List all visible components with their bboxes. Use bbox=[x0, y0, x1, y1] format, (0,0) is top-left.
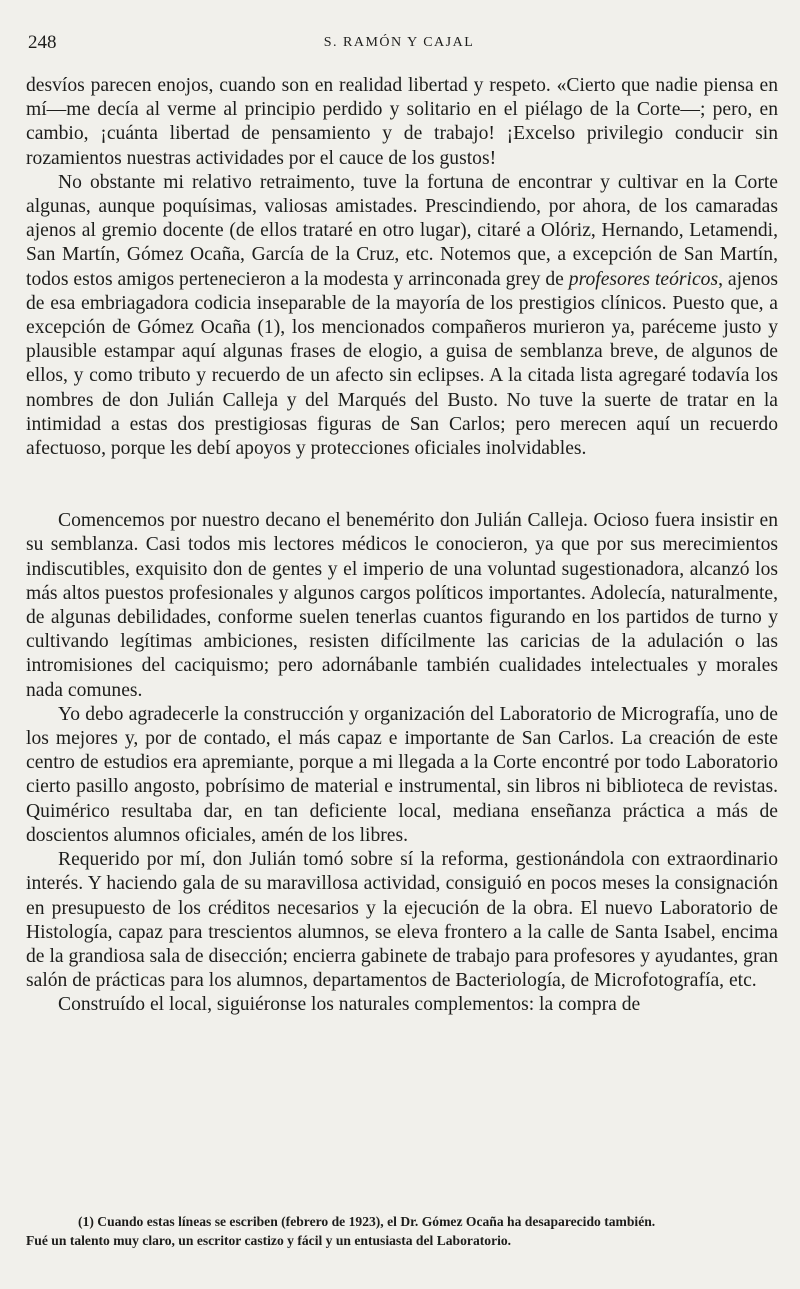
footnote-line: (1) Cuando estas líneas se escriben (febrero de 1923), el Dr. Gómez Ocaña ha desaparecido también. bbox=[78, 1214, 656, 1229]
italic-phrase: profesores teóricos bbox=[568, 268, 719, 290]
paragraph-text: , ajenos de esa embriagadora codicia inseparable de la mayoría de los prestigios clínicos. Puesto que, a excepción de Gómez Ocaña (1), los mencionados compañeros murieron ya, paréceme justo y plausible estampar aquí algunas frases de elogio, a guisa de semblanza breve, de algunos de ellos, y como tributo y recuerdo de un afecto sin eclipses. A la citada lista agregaré todavía los nombres de don Julián Calleja y del Marqués del Busto. No tuve la suerte de tratar en la intimidad a estas dos prestigiosas figuras de San Carlos; pero merecen aquí un recuerdo afectuoso, porque les debí apoyos y protecciones oficiales inolvidables. bbox=[26, 268, 778, 460]
running-head: S. RAMÓN Y CAJAL bbox=[323, 35, 475, 50]
footnote bbox=[26, 1212, 778, 1250]
footnote-line: Fué un talento muy claro, un escritor castizo y fácil y un entusiasta del Laboratorio. bbox=[26, 1233, 512, 1248]
paragraph: Yo debo agradecerle la construcción y organización del Laboratorio de Micrografía, uno de los mejores y, por de contado, el más capaz e importante de San Carlos. La creación de este centro de estudios era apremiante, porque a mi llegada a la Corte encontré por todo Laboratorio cierto pasillo angosto, pobrísimo de material e instrumental, sin libros ni biblioteca de revistas. Quimérico resultaba dar, en tan deficiente local, mediana enseñanza práctica a más de doscientos alumnos oficiales, amén de los libres. bbox=[26, 703, 778, 846]
page-number: 248 bbox=[28, 32, 57, 53]
paragraph-text: No obstante mi relativo retraimento, tuve la fortuna de encontrar y cultivar en la Corte algunas, aunque poquísimas, valiosas amistades. Prescindiendo, por ahora, de los camaradas ajenos al gremio docente (de ellos trataré en otro lugar), citaré a Olóriz, Hernando, Letamendi, San Martín, Gómez Ocaña, García de la Cruz, etc. Notemos que, a excepción de San Martín, todos estos amigos pertenecieron a la modesta y arrinconada grey de bbox=[26, 171, 778, 290]
paragraph: Requerido por mí, don Julián tomó sobre sí la reforma, gestionándola con extraordinario interés. Y haciendo gala de su maravillosa actividad, consiguió en pocos meses la consignación en presupuesto de los créditos necesarios y la ejecución de la obra. El nuevo Laboratorio de Histología, capaz para trescientos alumnos, se eleva frontero a la calle de Santa Isabel, encima de la grandiosa sala de disección; encierra gabinete de trabajo para profesores y ayudantes, gran salón de prácticas para los alumnos, departamentos de Bacteriología, de Microfotografía, etc. bbox=[26, 849, 778, 992]
page-header bbox=[28, 32, 770, 58]
paragraph: desvíos parecen enojos, cuando son en realidad libertad y respeto. «Cierto que nadie piensa en mí—me decía al verme al principio perdido y solitario en el piélago de la Corte—; pero, en cambio, ¡cuánta libertad de pensamiento y de trabajo! ¡Excelso privilegio conducir sin rozamientos nuestras actividades por el cauce de los gustos! bbox=[26, 75, 778, 169]
paragraph bbox=[26, 171, 778, 461]
paragraph: Construído el local, siguiéronse los naturales complementos: la compra de bbox=[58, 994, 641, 1016]
paragraph: Comencemos por nuestro decano el benemérito don Julián Calleja. Ocioso fuera insistir en su semblanza. Casi todos mis lectores médicos le conocieron, ya que por sus merecimientos indiscutibles, exquisito don de gentes y el imperio de una voluntad sugestionadora, alcanzó los más altos puestos profesionales y algunos cargos políticos importantes. Adolecía, naturalmente, de algunas debilidades, conforme suelen tenerlas cuantos figurando en los partidos de turno y cultivando legítimas ambiciones, resisten difícilmente las caricias de la adulación o las intromisiones del caciquismo; pero adornábanle también cualidades intelectuales y morales nada comunes. bbox=[26, 510, 778, 701]
body-text bbox=[26, 74, 778, 1018]
